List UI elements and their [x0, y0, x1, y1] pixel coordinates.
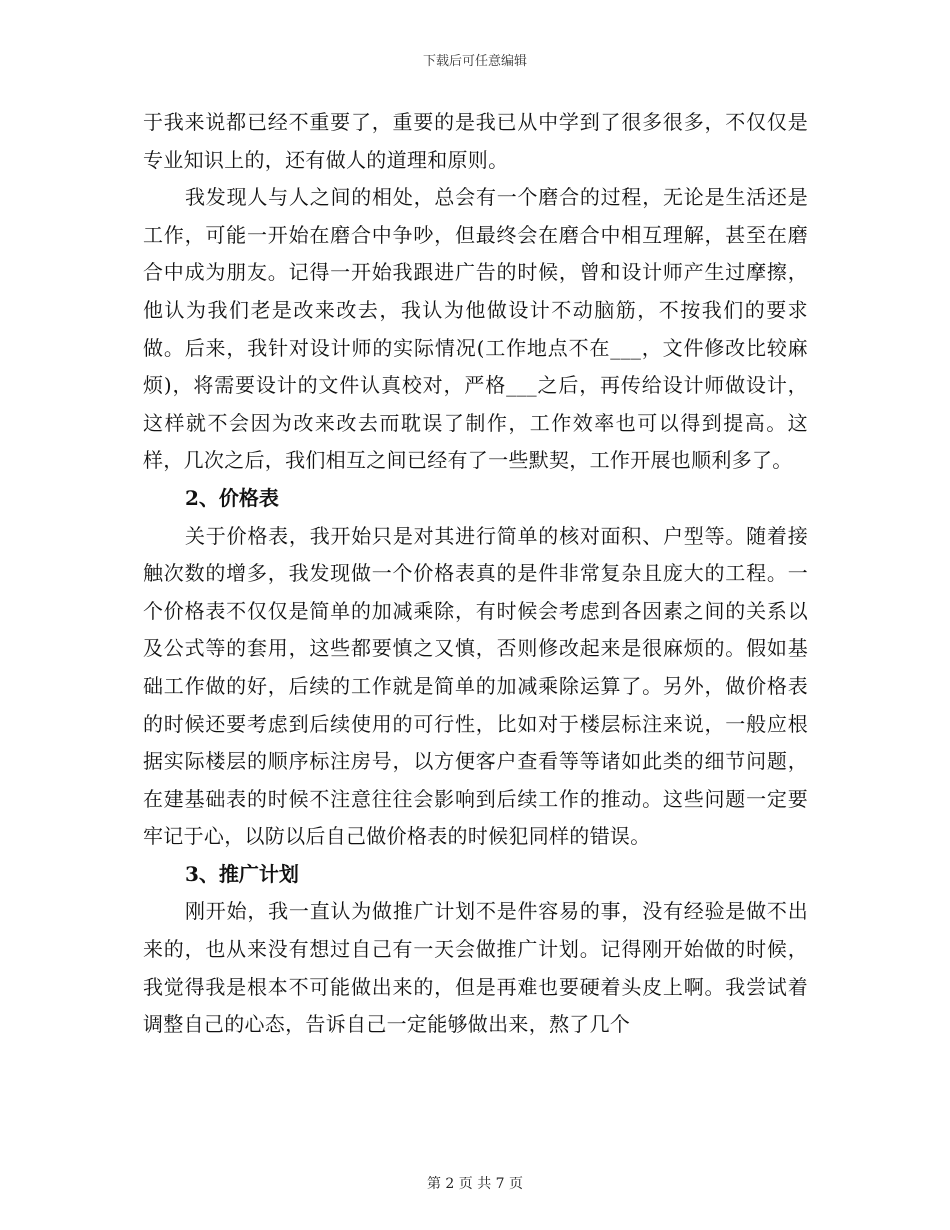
document-body — [143, 104, 808, 1044]
paragraph-continuation: 于我来说都已经不重要了，重要的是我已从中学到了很多很多，不仅仅是专业知识上的，还有做人的道理和原则。 — [143, 110, 808, 172]
paragraph-relationships: 我发现人与人之间的相处，总会有一个磨合的过程，无论是生活还是工作，可能一开始在磨合中争吵，但最终会在磨合中相互理解，甚至在磨合中成为朋友。记得一开始我跟进广告的时候，曾和设计师产生过摩擦，他认为我们老是改来改去，我认为他做设计不动脑筋，不按我们的要求做。后来，我针对设计师的实际情况(工作地点不在___，文件修改比较麻烦)，将需要设计的文件认真校对，严格___之后，再传给设计师做设计，这样就不会因为改来改去而耽误了制作，工作效率也可以得到提高。这样，几次之后，我们相互之间已经有了一些默契，工作开展也顺利多了。 — [143, 185, 808, 473]
section-heading-promotion-plan: 3、推广计划 — [185, 861, 299, 886]
page-number: 第 2 页 共 7 页 — [426, 1176, 524, 1192]
section-heading-price-list: 2、价格表 — [185, 485, 279, 510]
page-header-note: 下载后可任意编辑 — [422, 54, 527, 69]
paragraph-promotion-plan: 刚开始，我一直认为做推广计划不是件容易的事，没有经验是做不出来的，也从来没有想过自己有一天会做推广计划。记得刚开始做的时候，我觉得我是根本不可能做出来的，但是再难也要硬着头皮上啊。我尝试着调整自己的心态，告诉自己一定能够做出来，熬了几个 — [143, 899, 808, 1037]
paragraph-price-list: 关于价格表，我开始只是对其进行简单的核对面积、户型等。随着接触次数的增多，我发现做一个价格表真的是件非常复杂且庞大的工程。一个价格表不仅仅是简单的加减乘除，有时候会考虑到各因素之间的关系以及公式等的套用，这些都要慎之又慎，否则修改起来是很麻烦的。假如基础工作做的好，后续的工作就是简单的加减乘除运算了。另外，做价格表的时候还要考虑到后续使用的可行性，比如对于楼层标注来说，一般应根据实际楼层的顺序标注房号，以方便客户查看等等诸如此类的细节问题，在建基础表的时候不注意往往会影响到后续工作的推动。这些问题一定要牢记于心，以防以后自己做价格表的时候犯同样的错误。 — [143, 523, 808, 849]
